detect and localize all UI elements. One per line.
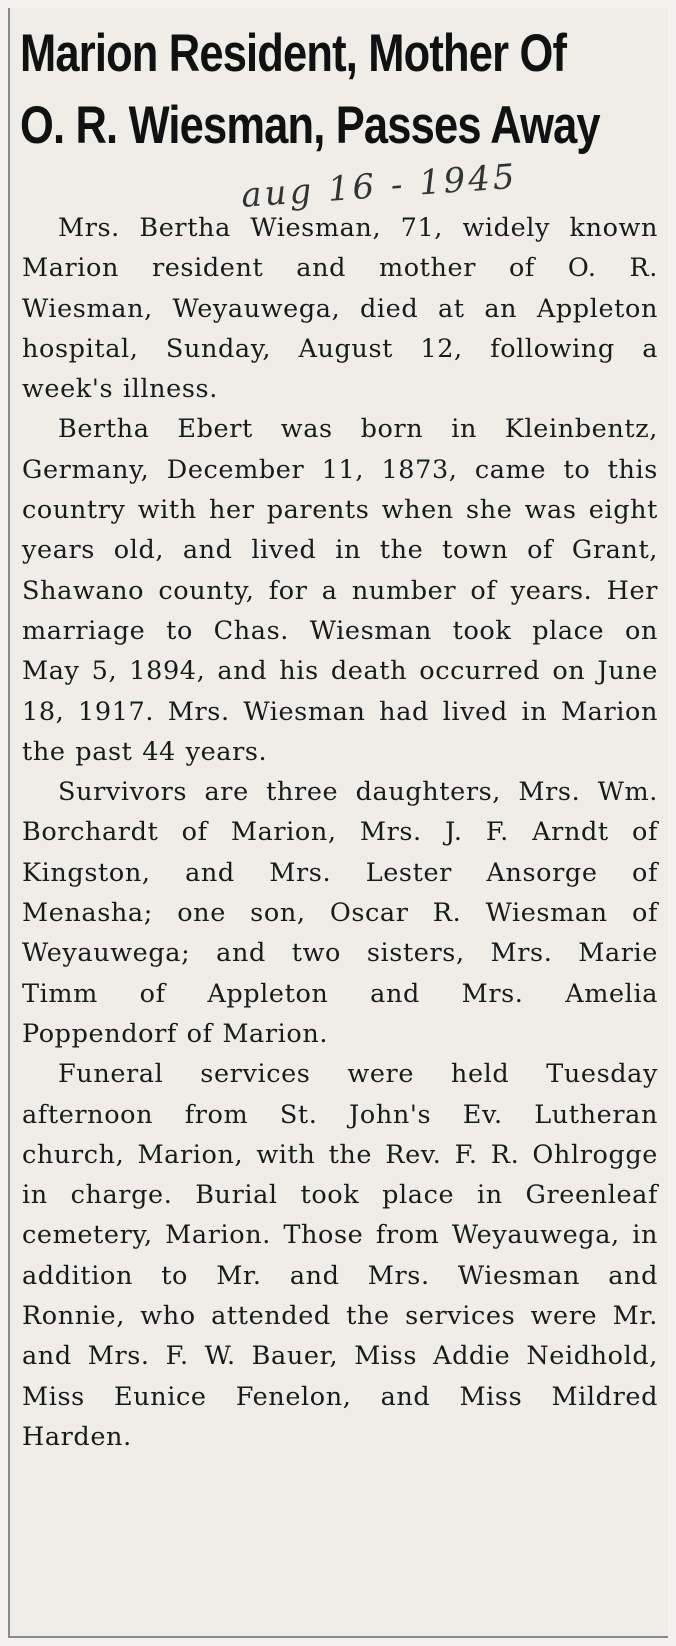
headline-line-2: O. R. Wiesman, Passes Away bbox=[20, 96, 600, 155]
headline-line-1: Marion Resident, Mother Of bbox=[20, 24, 567, 83]
article-body bbox=[22, 208, 658, 1457]
paragraph-funeral: Funeral services were held Tuesday afternoon from St. John's Ev. Lutheran church, Marion, with the Rev. F. R. Ohlrogge in charge. Burial took place in Greenleaf cemetery, Marion. Those from Weyauwega, in addition to Mr. and Mrs. Wiesman and Ronnie, who attended the services were Mr. and Mrs. F. W. Bauer, Miss Addie Neidhold, Miss Eunice Fenelon, and Miss Mildred Harden. bbox=[22, 1059, 658, 1452]
newspaper-clipping bbox=[8, 8, 668, 1638]
paragraph-biography: Bertha Ebert was born in Kleinbentz, Germany, December 11, 1873, came to this country with her parents when she was eight years old, and lived in the town of Grant, Shawano county, for a number of years. Her marriage to Chas. Wiesman took place on May 5, 1894, and his death occurred on June 18, 1917. Mrs. Wiesman had lived in Marion the past 44 years. bbox=[22, 414, 658, 767]
headline bbox=[20, 18, 600, 162]
paragraph-death-notice: Mrs. Bertha Wiesman, 71, widely known Marion resident and mother of O. R. Wiesman, Weyauwega, died at an Appleton hospital, Sunday, August 12, following a week's illness. bbox=[22, 213, 658, 405]
paragraph-survivors: Survivors are three daughters, Mrs. Wm. Borchardt of Marion, Mrs. J. F. Arndt of Kingston, and Mrs. Lester Ansorge of Menasha; one son, Oscar R. Wiesman of Weyauwega; and two sisters, Mrs. Marie Timm of Appleton and Mrs. Amelia Poppendorf of Marion. bbox=[22, 777, 658, 1049]
handwritten-date-note: aug 16 - 1945 bbox=[240, 156, 519, 216]
